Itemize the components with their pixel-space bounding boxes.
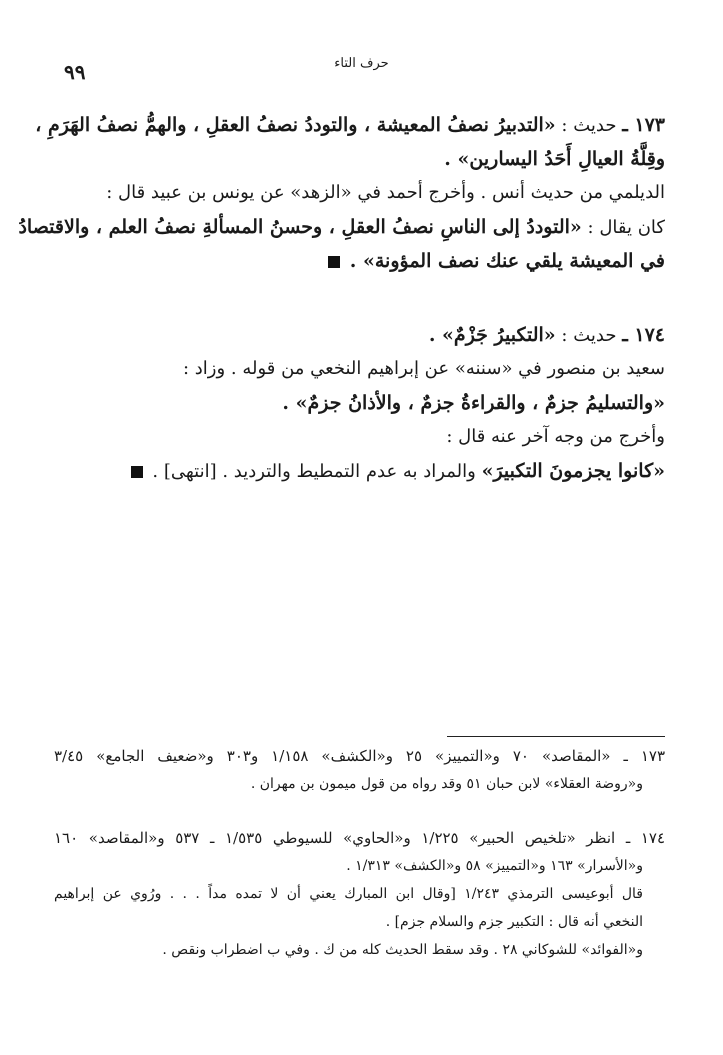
entry-173-line-2 xyxy=(54,142,665,176)
entry-174 xyxy=(54,318,665,488)
page-number: ٩٩ xyxy=(64,60,86,84)
entry-174-line-4: وأخرج من وجه آخر عنه قال : xyxy=(446,426,665,447)
footnote-174-line-2: و«الأسرار» ١٦٣ و«التمييز» ٥٨ و«الكشف» ١/٣١٣ . xyxy=(346,858,643,874)
entry-174-line-2: سعيد بن منصور في «سننه» عن إبراهيم النخعي من قوله . وزاد : xyxy=(182,358,665,379)
footnote-174-line-5: و«الفوائد» للشوكاني ٢٨ . وقد سقط الحديث كله من ك . وفي ب اضطراب ونقص . xyxy=(162,942,643,958)
entry-number: ١٧٤ ـ xyxy=(622,324,665,346)
hadith-text-cont: وقِلَّةُ العيالِ أَحَدُ اليسارين» . xyxy=(444,148,665,170)
end-square-icon xyxy=(328,256,340,268)
entry-173-line-1 xyxy=(35,108,665,142)
footnote-173-line-1: ١٧٣ ـ «المقاصد» ٧٠ و«التمييز» ٢٥ و«الكشف» ١/١٥٨ و٣٠٣ و«ضعيف الجامع» ٣/٤٥ xyxy=(54,747,665,765)
quote-text: «كانوا يجزمونَ التكبيرَ» xyxy=(481,460,665,482)
hadith-lead: حديث : xyxy=(561,115,617,136)
hadith-text: «التدبيرُ نصفُ المعيشة ، والتوددُ نصفُ العقلِ ، والهمُّ نصفُ الهَرَمِ ، xyxy=(35,114,556,136)
hadith-lead: حديث : xyxy=(561,325,617,346)
footnote-173 xyxy=(54,742,665,798)
footnote-174-line-4: النخعي أنه قال : التكبير جزم والسلام جزم] . xyxy=(385,914,643,930)
hadith-text: «التكبيرُ جَزْمٌ» . xyxy=(428,324,556,346)
entry-173-line-3: الديلمي من حديث أنس . وأخرج أحمد في «الزهد» عن يونس بن عبيد قال : xyxy=(106,182,665,203)
quote-lead: كان يقال : xyxy=(587,217,665,238)
footnote-174-line-1: ١٧٤ ـ انظر «تلخيص الحبير» ١/٢٢٥ و«الحاوي» للسيوطي ١/٥٣٥ ـ ٥٣٧ و«المقاصد» ١٦٠ xyxy=(54,829,666,847)
entry-174-line-5 xyxy=(54,454,665,488)
end-square-icon xyxy=(131,466,143,478)
entry-173 xyxy=(18,108,665,278)
explanation-text: والمراد به عدم التمطيط والترديد . [انتهى] . xyxy=(152,461,476,482)
quote-text-cont: في المعيشة يلقي عنك نصف المؤونة» . xyxy=(349,250,665,272)
entry-number: ١٧٣ ـ xyxy=(622,114,665,136)
entry-173-line-4 xyxy=(18,210,665,244)
entry-173-line-5 xyxy=(54,244,665,278)
entry-174-line-3 xyxy=(54,386,665,420)
entry-174-line-1 xyxy=(54,318,665,352)
footnote-173-line-2: و«روضة العقلاء» لابن حبان ٥١ وقد رواه من قول ميمون بن مهران . xyxy=(250,776,643,792)
quote-text: «التوددُ إلى الناسِ نصفُ العقلِ ، وحسنُ المسألةِ نصفُ العلم ، والاقتصادُ xyxy=(18,216,582,238)
footnote-174 xyxy=(54,824,665,964)
quote-text: «والتسليمُ جزمٌ ، والقراءةُ جزمٌ ، والأذانُ جزمٌ» . xyxy=(282,392,665,414)
footnote-174-line-3: قال أبوعيسى الترمذي ١/٢٤٣ [وقال ابن المبارك يعني أن لا تمده مداً . . . ورُوي عن إبراهيم xyxy=(54,886,643,902)
footnote-separator xyxy=(447,736,665,737)
running-header: حرف التاء xyxy=(334,56,389,71)
